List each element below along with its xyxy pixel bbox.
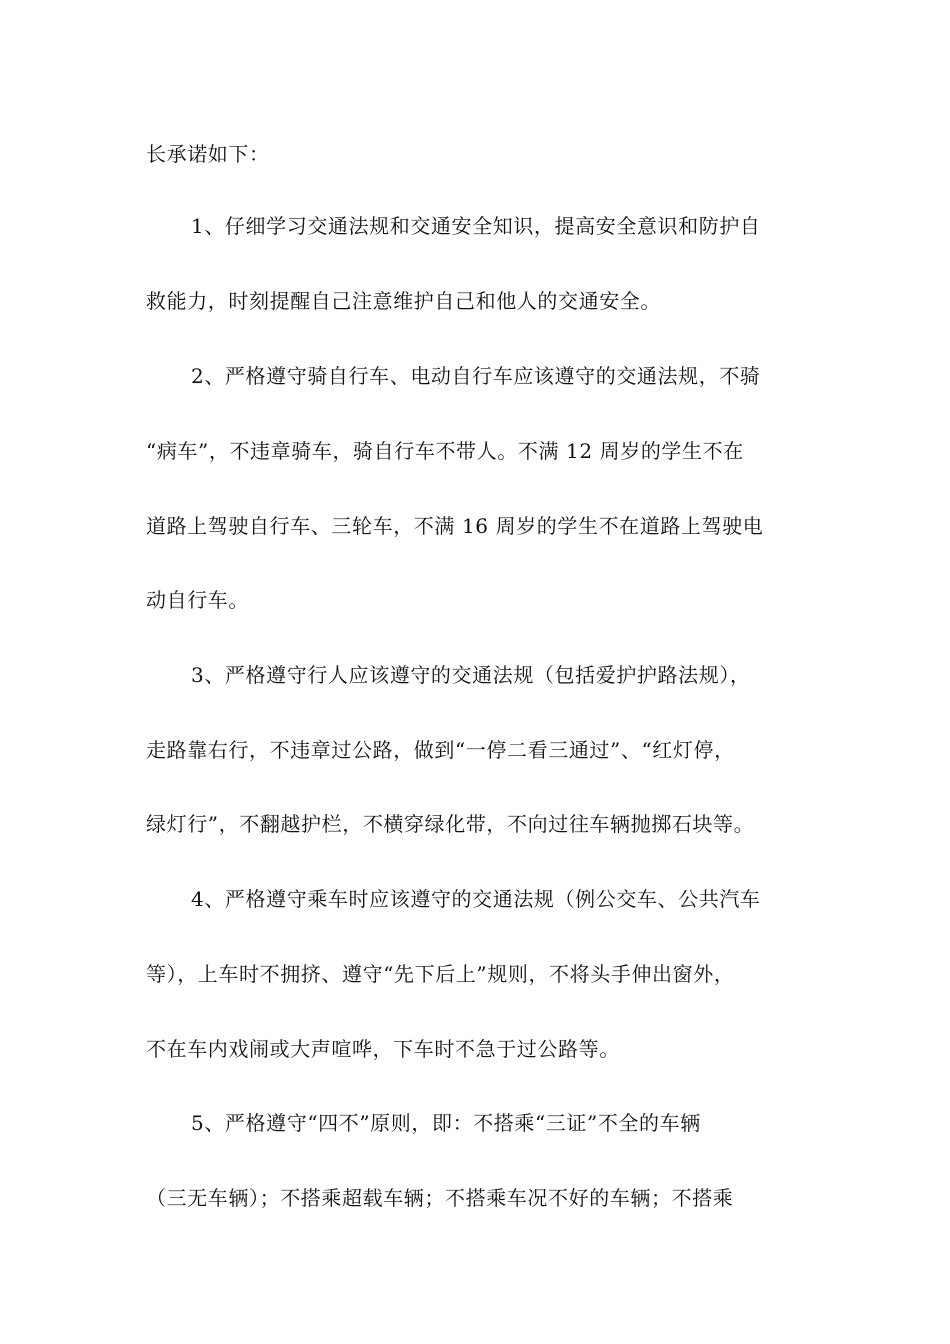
text-line: 4、严格遵守乘车时应该遵守的交通法规（例公交车、公共汽车: [191, 887, 761, 911]
text-line: 走路靠右行，不违章过公路，做到“一停二看三通过”、“红灯停，: [146, 738, 735, 762]
text-line: 1、仔细学习交通法规和交通安全知识，提高安全意识和防护自: [191, 214, 761, 238]
text-line: 3、严格遵守行人应该遵守的交通法规（包括爱护护路法规），: [191, 663, 751, 687]
text-line: 绿灯行”，不翻越护栏，不横穿绿化带，不向过往车辆抛掷石块等。: [146, 812, 755, 836]
text-line: 动自行车。: [146, 588, 249, 612]
text-line: 5、严格遵守“四不”原则，即：不搭乘“三证”不全的车辆: [191, 1111, 701, 1135]
text-line: 等），上车时不拥挤、遵守“先下后上”规则，不将头手伸出窗外，: [146, 962, 735, 986]
text-line: 2、严格遵守骑自行车、电动自行车应该遵守的交通法规，不骑: [191, 364, 761, 388]
text-line: “病车”，不违章骑车，骑自行车不带人。不满 12 周岁的学生不在: [146, 439, 744, 463]
text-line: 不在车内戏闹或大声喧哗，下车时不急于过公路等。: [146, 1037, 620, 1061]
text-line: 道路上驾驶自行车、三轮车，不满 16 周岁的学生不在道路上驾驶电: [146, 514, 764, 538]
text-line: （三无车辆）；不搭乘超载车辆；不搭乘车况不好的车辆；不搭乘: [146, 1186, 734, 1210]
text-line: 长承诺如下：: [146, 142, 270, 166]
text-line: 救能力，时刻提醒自己注意维护自己和他人的交通安全。: [146, 289, 661, 313]
